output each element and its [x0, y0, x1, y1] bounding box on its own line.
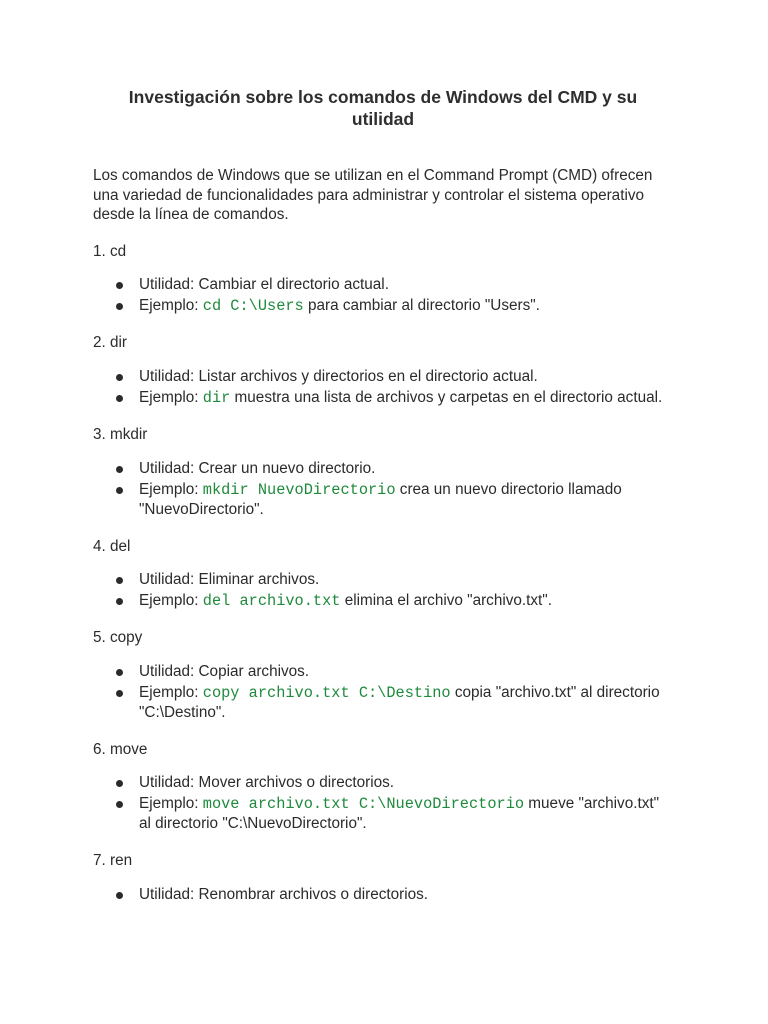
utility-item: [93, 662, 673, 682]
utility-text: Utilidad: Eliminar archivos.: [139, 571, 320, 589]
document-page: [93, 86, 673, 906]
example-label: Ejemplo:: [139, 297, 203, 315]
bullet-list: [93, 367, 673, 408]
example-item: [93, 296, 673, 316]
bullet-icon: [116, 395, 123, 402]
bullet-icon: [116, 892, 123, 899]
bullet-list: [93, 885, 673, 905]
example-label: Ejemplo:: [139, 592, 203, 610]
bullet-icon: [116, 374, 123, 381]
section-heading: 7. ren: [93, 852, 133, 870]
section-ren: [93, 851, 673, 905]
utility-text: Utilidad: Mover archivos o directorios.: [139, 774, 395, 792]
command-code: dir: [202, 388, 231, 407]
command-code: copy archivo.txt C:\Destino: [202, 683, 451, 702]
example-description: mueve "archivo.txt" al directorio "C:\NuevoDirectorio".: [139, 795, 660, 833]
example-description: elimina el archivo "archivo.txt".: [340, 592, 552, 610]
utility-item: [93, 367, 673, 387]
bullet-icon: [116, 303, 123, 310]
command-code: move archivo.txt C:\NuevoDirectorio: [202, 795, 525, 814]
bullet-list: [93, 662, 673, 723]
example-item: [93, 388, 673, 408]
example-label: Ejemplo:: [139, 388, 203, 406]
example-description: para cambiar al directorio "Users".: [303, 297, 540, 315]
utility-item: [93, 773, 673, 793]
example-item: [93, 480, 673, 520]
bullet-list: [93, 773, 673, 834]
example-label: Ejemplo:: [139, 795, 203, 813]
section-cd: [93, 242, 673, 317]
command-code: mkdir NuevoDirectorio: [202, 480, 396, 499]
bullet-icon: [116, 598, 123, 605]
example-label: Ejemplo:: [139, 683, 203, 701]
command-code: del archivo.txt: [202, 592, 341, 611]
bullet-icon: [116, 780, 123, 787]
section-dir: [93, 333, 673, 408]
bullet-list: [93, 275, 673, 316]
section-del: [93, 537, 673, 612]
section-mkdir: [93, 425, 673, 520]
example-description: crea un nuevo directorio llamado "NuevoDirectorio".: [139, 480, 622, 518]
bullet-icon: [116, 801, 123, 808]
section-copy: [93, 628, 673, 723]
section-heading: 3. mkdir: [93, 425, 148, 443]
example-item: [93, 683, 673, 723]
utility-text: Utilidad: Listar archivos y directorios en el directorio actual.: [139, 367, 538, 385]
utility-text: Utilidad: Copiar archivos.: [139, 662, 310, 680]
example-item: [93, 794, 673, 834]
utility-text: Utilidad: Crear un nuevo directorio.: [139, 459, 376, 477]
bullet-list: [93, 570, 673, 611]
utility-item: [93, 885, 673, 905]
utility-item: [93, 275, 673, 295]
bullet-icon: [116, 487, 123, 494]
section-heading: 5. copy: [93, 629, 143, 647]
example-description: muestra una lista de archivos y carpetas en el directorio actual.: [230, 388, 663, 406]
bullet-list: [93, 459, 673, 520]
example-item: [93, 591, 673, 611]
bullet-icon: [116, 669, 123, 676]
utility-text: Utilidad: Cambiar el directorio actual.: [139, 276, 389, 294]
bullet-icon: [116, 282, 123, 289]
section-heading: 1. cd: [93, 242, 127, 260]
bullet-icon: [116, 466, 123, 473]
intro-paragraph: Los comandos de Windows que se utilizan en el Command Prompt (CMD) ofrecen una variedad de funcionalidades para administrar y controlar el sistema operativo desde la línea de comandos.: [93, 167, 653, 224]
command-code: cd C:\Users: [202, 297, 304, 316]
bullet-icon: [116, 690, 123, 697]
example-label: Ejemplo:: [139, 480, 203, 498]
section-move: [93, 740, 673, 835]
utility-text: Utilidad: Renombrar archivos o directorios.: [139, 885, 429, 903]
section-heading: 4. del: [93, 537, 131, 555]
section-heading: 2. dir: [93, 334, 128, 352]
section-heading: 6. move: [93, 740, 148, 758]
utility-item: [93, 459, 673, 479]
example-description: copia "archivo.txt" al directorio "C:\Destino".: [139, 683, 660, 721]
document-title: Investigación sobre los comandos de Windows del CMD y su utilidad: [128, 87, 638, 129]
utility-item: [93, 570, 673, 590]
bullet-icon: [116, 577, 123, 584]
